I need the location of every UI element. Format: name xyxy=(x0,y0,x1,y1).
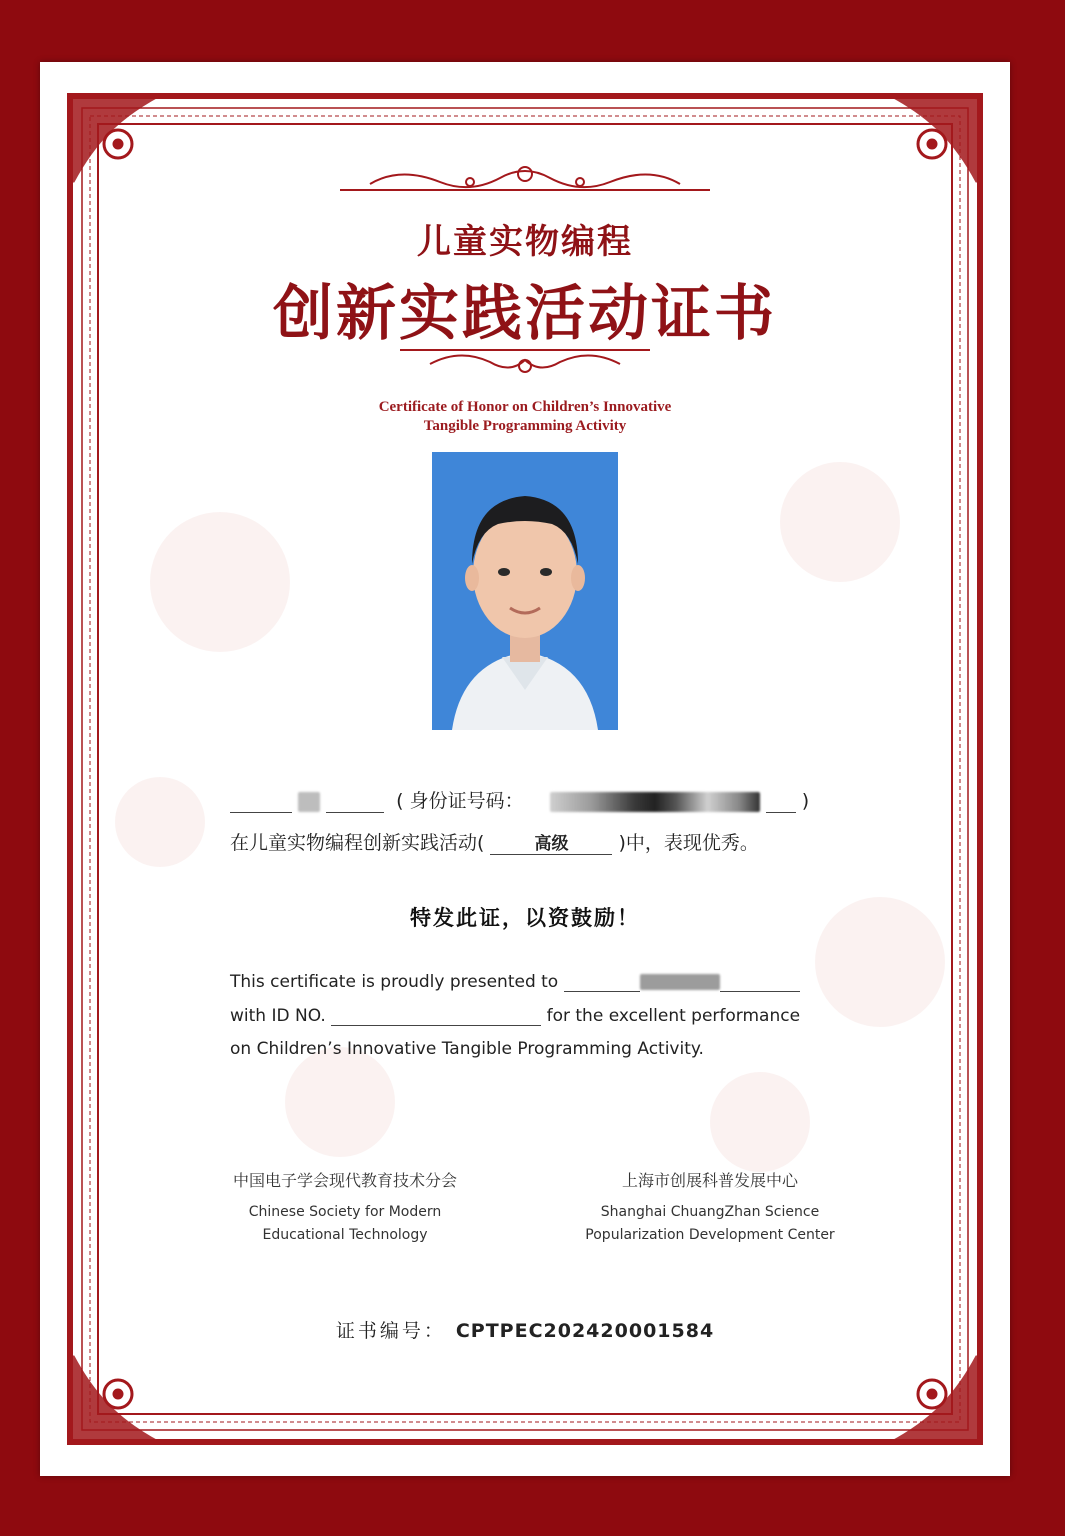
name-blank-right xyxy=(326,788,384,813)
issuer-right xyxy=(560,1168,860,1247)
activity-prefix: 在儿童实物编程创新实践活动( xyxy=(230,832,485,854)
corner-ornament-bl xyxy=(70,1356,160,1442)
recipient-line-cn xyxy=(230,786,850,816)
issuer-right-en2: Popularization Development Center xyxy=(585,1227,835,1243)
issuer-left xyxy=(195,1168,495,1247)
certificate-paper xyxy=(40,62,1010,1476)
redacted-en-name xyxy=(640,974,720,990)
title-cn-line1: 儿童实物编程 xyxy=(417,222,633,262)
certificate-number xyxy=(40,1316,1010,1343)
certificate-number-label: 证书编号： xyxy=(335,1320,446,1342)
corner-ornament-br xyxy=(890,1356,980,1442)
activity-line-cn xyxy=(230,828,850,858)
id-label: ( 身份证号码： xyxy=(396,790,524,812)
title-en-line1: Certificate of Honor on Children’s Innovative xyxy=(378,399,672,415)
en-line3: on Children’s Innovative Tangible Programming Activity. xyxy=(230,1039,704,1059)
title-ornament-bottom xyxy=(40,344,1010,384)
award-line: 特发此证，以资鼓励！ xyxy=(410,906,640,930)
en-name-blank-right xyxy=(720,971,800,992)
en-id-blank xyxy=(331,1005,541,1026)
title-ornament-top xyxy=(40,160,1010,200)
activity-suffix: )中，表现优秀。 xyxy=(618,832,759,854)
en-name-blank-left xyxy=(564,971,640,992)
en-line1-text: This certificate is proudly presented to xyxy=(230,972,559,992)
title-en-line2: Tangible Programming Activity xyxy=(423,418,627,434)
issuer-right-en1: Shanghai ChuangZhan Science xyxy=(600,1204,820,1220)
id-close: ) xyxy=(801,790,810,812)
issuer-right-cn: 上海市创展科普发展中心 xyxy=(621,1171,798,1190)
id-blank-end xyxy=(766,788,796,813)
name-blank-left xyxy=(230,788,292,813)
title-cn-line2: 创新实践活动证书 xyxy=(273,279,777,349)
en-line2-prefix: with ID NO. xyxy=(230,1006,326,1026)
issuer-left-en1: Chinese Society for Modern xyxy=(248,1204,442,1220)
title-en xyxy=(40,398,1010,436)
issuer-left-cn: 中国电子学会现代教育技术分会 xyxy=(232,1171,457,1190)
en-line2-suffix: for the excellent performance xyxy=(546,1006,801,1026)
en-line1 xyxy=(230,971,830,992)
issuer-left-en2: Educational Technology xyxy=(262,1227,428,1243)
en-line2 xyxy=(230,1005,830,1026)
portrait-photo xyxy=(432,452,618,730)
certificate-number-value: CPTPEC202420001584 xyxy=(455,1320,715,1342)
activity-level: 高级 xyxy=(490,829,612,855)
redacted-id-number xyxy=(550,792,760,812)
redacted-name xyxy=(298,792,320,812)
